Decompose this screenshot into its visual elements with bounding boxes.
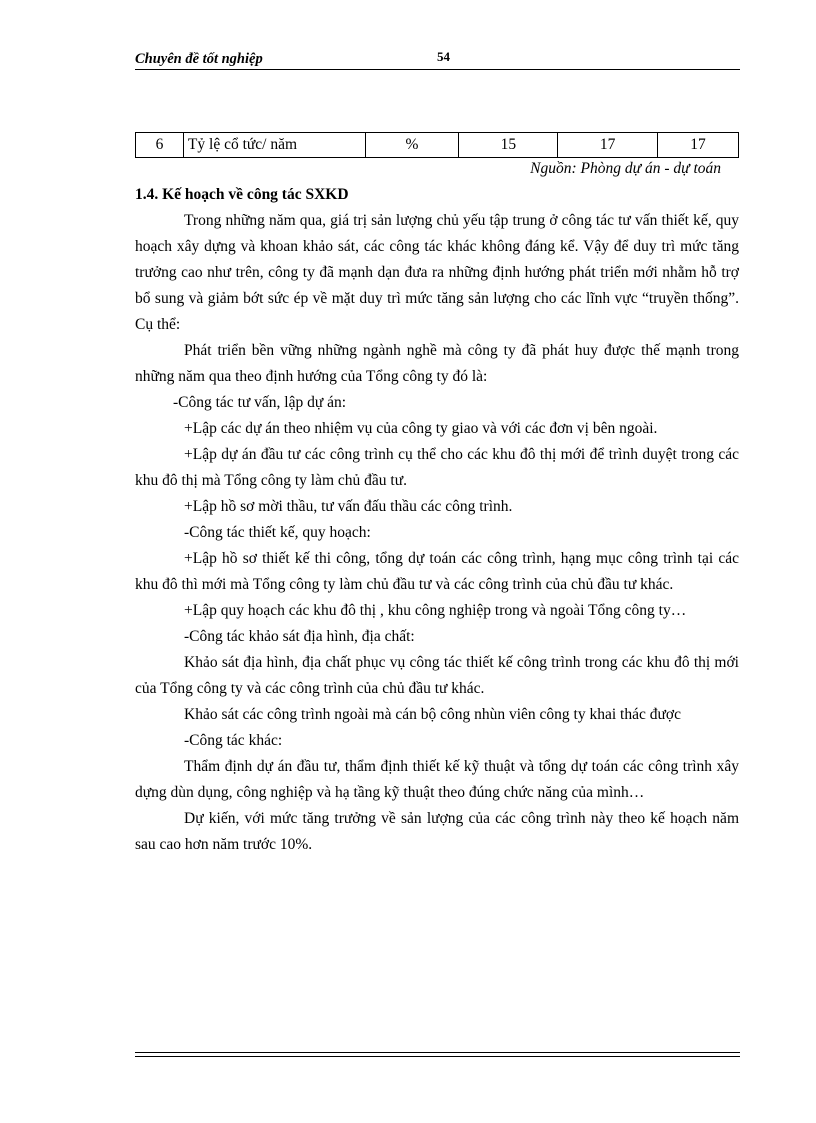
section-heading: 1.4. Kế hoạch về công tác SXKD <box>135 186 349 203</box>
paragraph: Thẩm định dự án đầu tư, thẩm định thiết kế kỹ thuật và tổng dự toán các công trình xây dựng dùn dụng, công nghiệp và hạ tầng kỹ thuật theo đúng chức năng của mình… <box>135 758 739 801</box>
paragraph: +Lập hồ sơ thiết kế thi công, tổng dự toán các công trình, hạng mục công trình tại các khu đô thì mới mà Tổng công ty làm chủ đầu tư và các công trình của chủ đầu tư khác. <box>135 550 739 593</box>
paragraph: +Lập các dự án theo nhiệm vụ của công ty giao và với các đơn vị bên ngoài. <box>184 420 658 437</box>
paragraph: -Công tác tư vấn, lập dự án: <box>173 394 347 411</box>
page-number: 54 <box>437 49 450 64</box>
footer-rule <box>135 1052 740 1053</box>
body-text <box>135 208 739 858</box>
cell-value: 17 <box>658 133 739 158</box>
paragraph: -Công tác khảo sát địa hình, địa chất: <box>184 628 415 645</box>
cell-no: 6 <box>136 133 184 158</box>
paragraph: +Lập hồ sơ mời thầu, tư vấn đấu thầu các công trình. <box>184 498 513 515</box>
footer-rule <box>135 1056 740 1057</box>
data-table <box>135 132 739 158</box>
cell-value: 15 <box>459 133 558 158</box>
table-source: Nguồn: Phòng dự án - dự toán <box>530 160 721 177</box>
page-header <box>135 49 740 70</box>
cell-unit: % <box>365 133 459 158</box>
table-row <box>136 133 739 158</box>
paragraph: Phát triển bền vững những ngành nghề mà công ty đã phát huy được thế mạnh trong những năm qua theo định hướng của Tổng công ty đó là: <box>135 342 739 385</box>
paragraph: +Lập quy hoạch các khu đô thị , khu công nghiệp trong và ngoài Tổng công ty… <box>184 602 687 619</box>
paragraph: Khảo sát các công trình ngoài mà cán bộ công nhùn viên công ty khai thác được <box>184 706 681 723</box>
paragraph: -Công tác thiết kế, quy hoạch: <box>184 524 371 541</box>
paragraph: +Lập dự án đầu tư các công trình cụ thể cho các khu đô thị mới để trình duyệt trong các khu đô thị mà Tổng công ty làm chủ đầu tư. <box>135 446 739 489</box>
cell-value: 17 <box>558 133 658 158</box>
document-title: Chuyên đề tốt nghiệp <box>135 51 263 67</box>
paragraph: Khảo sát địa hình, địa chất phục vụ công tác thiết kế công trình trong các khu đô thị mới của Tổng công ty và các công trình của chủ đầu tư khác. <box>135 654 739 697</box>
paragraph: Trong những năm qua, giá trị sản lượng chủ yếu tập trung ở công tác tư vấn thiết kế, quy hoạch xây dựng và khoan khảo sát, các công tác khác không đáng kể. Vậy để duy trì mức tăng trưởng cao như trên, công ty đã mạnh dạn đưa ra những định hướng phát triển mới nhằm hỗ trợ bổ sung và giảm bớt sức ép về mặt duy trì mức tăng sản lượng cho các lĩnh vực “truyền thống”. Cụ thể: <box>135 212 739 333</box>
paragraph: -Công tác khác: <box>184 732 283 749</box>
paragraph: Dự kiến, với mức tăng trưởng về sản lượng của các công trình này theo kế hoạch năm sau cao hơn năm trước 10%. <box>135 810 739 853</box>
cell-item: Tỷ lệ cổ tức/ năm <box>183 133 365 158</box>
